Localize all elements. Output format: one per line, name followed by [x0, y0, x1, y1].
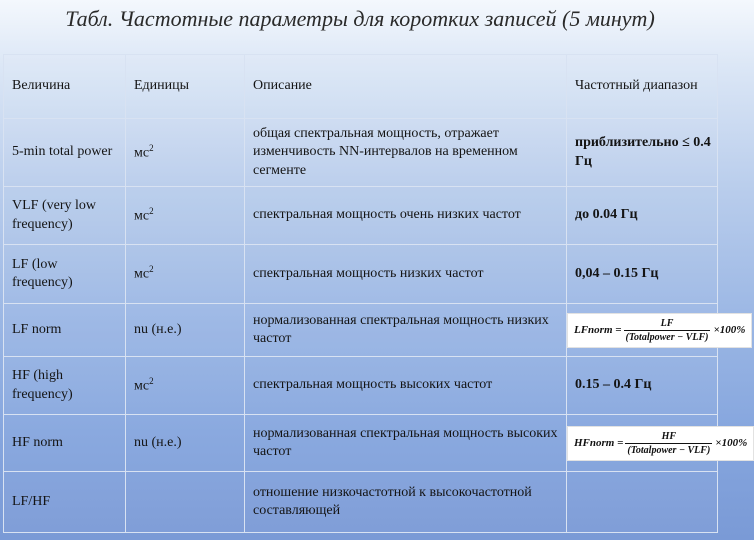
- cell-description: общая спектральная мощность, отражает изменчивость NN-интервалов на временном сегменте: [245, 119, 567, 187]
- cell-formula: [567, 415, 748, 472]
- cell-unit: nu (н.е.): [126, 304, 245, 357]
- cell-unit: [126, 472, 245, 533]
- table-row: [4, 119, 718, 187]
- cell-formula: [567, 304, 746, 357]
- header-quantity: Величина: [4, 55, 126, 119]
- cell-range: [567, 472, 718, 533]
- slide-title: Табл. Частотные параметры для коротких записей (5 минут): [65, 6, 655, 31]
- cell-quantity: 5-min total power: [4, 119, 126, 187]
- table-header-row: [4, 55, 718, 119]
- cell-range: приблизительно ≤ 0.4 Гц: [567, 119, 718, 187]
- header-description: Описание: [245, 55, 567, 119]
- cell-range: 0,04 – 0.15 Гц: [567, 245, 718, 304]
- cell-quantity: VLF (very low frequency): [4, 187, 126, 245]
- cell-unit: $мс^2$: [126, 119, 245, 187]
- cell-description: спектральная мощность высоких частот: [245, 357, 567, 415]
- cell-unit: $мс^2$: [126, 187, 245, 245]
- cell-range: до 0.04 Гц: [567, 187, 718, 245]
- lfnorm-formula: LFnorm = $\frac{LF}{\text{(Totalpower − VLF)}}$ ×100%: [567, 313, 752, 348]
- cell-quantity: HF norm: [4, 415, 126, 472]
- frequency-parameters-table: [3, 54, 748, 533]
- cell-quantity: HF (high frequency): [4, 357, 126, 415]
- cell-description: спектральная мощность очень низких частот: [245, 187, 567, 245]
- table-row: [4, 245, 718, 304]
- cell-unit: $мс^2$: [126, 245, 245, 304]
- cell-quantity: LF (low frequency): [4, 245, 126, 304]
- cell-description: спектральная мощность низких частот: [245, 245, 567, 304]
- cell-description: отношение низкочастотной к высокочастотной составляющей: [245, 472, 567, 533]
- table-row: [4, 415, 718, 472]
- cell-range: 0.15 – 0.4 Гц: [567, 357, 718, 415]
- cell-quantity: LF norm: [4, 304, 126, 357]
- cell-unit: nu (н.е.): [126, 415, 245, 472]
- hfnorm-formula: HFnorm = $\frac{HF}{\text{(Totalpower − VLF)}}$ ×100%: [567, 426, 754, 461]
- table-row: [4, 304, 718, 357]
- cell-description: нормализованная спектральная мощность низких частот: [245, 304, 567, 357]
- table-row: [4, 472, 718, 533]
- cell-quantity: LF/HF: [4, 472, 126, 533]
- table-row: [4, 357, 718, 415]
- cell-unit: $мс^2$: [126, 357, 245, 415]
- header-units: Единицы: [126, 55, 245, 119]
- header-range: Частотный диапазон: [567, 55, 718, 119]
- table-row: [4, 187, 718, 245]
- cell-description: нормализованная спектральная мощность высоких частот: [245, 415, 567, 472]
